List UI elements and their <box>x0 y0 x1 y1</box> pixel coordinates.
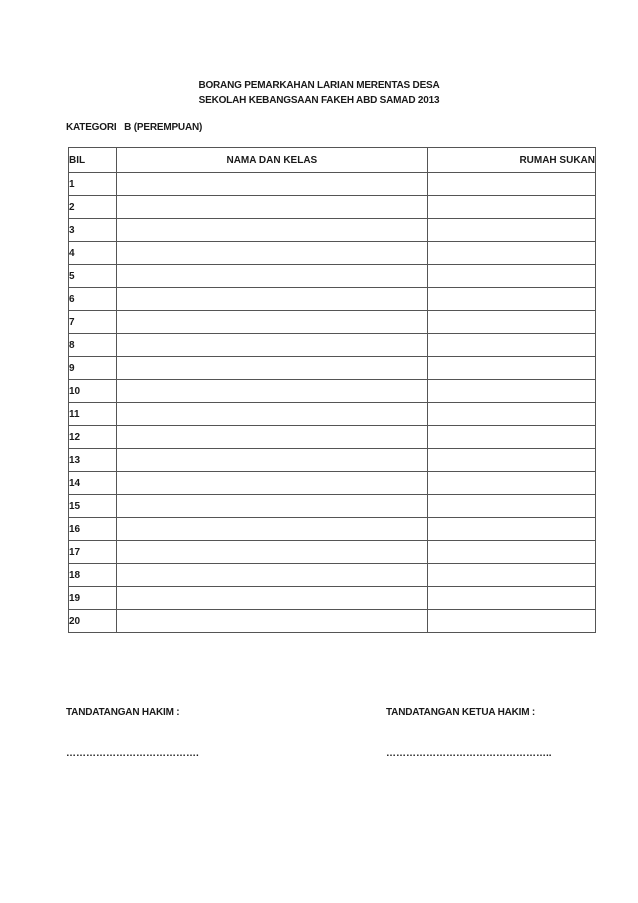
table-row <box>69 587 596 610</box>
row-number: 11 <box>69 403 117 426</box>
row-number: 18 <box>69 564 117 587</box>
sports-house-cell[interactable] <box>427 288 595 311</box>
name-class-cell[interactable] <box>117 403 428 426</box>
name-class-cell[interactable] <box>117 334 428 357</box>
table-row <box>69 334 596 357</box>
name-class-cell[interactable] <box>117 587 428 610</box>
chief-judge-signature-line[interactable]: ………………………………………….. <box>386 748 552 759</box>
table-row <box>69 518 596 541</box>
column-header-sports-house: RUMAH SUKAN <box>427 148 595 173</box>
sports-house-cell[interactable] <box>427 541 595 564</box>
scoring-table <box>68 147 596 633</box>
row-number: 19 <box>69 587 117 610</box>
sports-house-cell[interactable] <box>427 426 595 449</box>
name-class-cell[interactable] <box>117 564 428 587</box>
table-row <box>69 541 596 564</box>
name-class-cell[interactable] <box>117 242 428 265</box>
name-class-cell[interactable] <box>117 311 428 334</box>
sports-house-cell[interactable] <box>427 242 595 265</box>
row-number: 7 <box>69 311 117 334</box>
judge-signature-line[interactable]: …………………………………. <box>66 748 199 759</box>
name-class-cell[interactable] <box>117 518 428 541</box>
table-row <box>69 173 596 196</box>
sports-house-cell[interactable] <box>427 564 595 587</box>
column-header-bil: BIL <box>69 148 117 173</box>
name-class-cell[interactable] <box>117 380 428 403</box>
chief-judge-signature-label: TANDATANGAN KETUA HAKIM : <box>386 707 536 718</box>
sports-house-cell[interactable] <box>427 403 595 426</box>
sports-house-cell[interactable] <box>427 196 595 219</box>
row-number: 20 <box>69 610 117 633</box>
name-class-cell[interactable] <box>117 541 428 564</box>
row-number: 10 <box>69 380 117 403</box>
sports-house-cell[interactable] <box>427 610 595 633</box>
sports-house-cell[interactable] <box>427 357 595 380</box>
table-row <box>69 288 596 311</box>
row-number: 4 <box>69 242 117 265</box>
row-number: 15 <box>69 495 117 518</box>
sports-house-cell[interactable] <box>427 265 595 288</box>
row-number: 16 <box>69 518 117 541</box>
row-number: 14 <box>69 472 117 495</box>
row-number: 13 <box>69 449 117 472</box>
sports-house-cell[interactable] <box>427 472 595 495</box>
row-number: 12 <box>69 426 117 449</box>
table-row <box>69 380 596 403</box>
table-row <box>69 472 596 495</box>
name-class-cell[interactable] <box>117 495 428 518</box>
table-row <box>69 564 596 587</box>
name-class-cell[interactable] <box>117 472 428 495</box>
sports-house-cell[interactable] <box>427 334 595 357</box>
name-class-cell[interactable] <box>117 426 428 449</box>
sports-house-cell[interactable] <box>427 449 595 472</box>
sports-house-cell[interactable] <box>427 219 595 242</box>
form-title-line2: SEKOLAH KEBANGSAAN FAKEH ABD SAMAD 2013 <box>198 95 440 106</box>
table-header-row <box>69 148 596 173</box>
form-title-line1: BORANG PEMARKAHAN LARIAN MERENTAS DESA <box>198 80 440 91</box>
judge-signature-label: TANDATANGAN HAKIM : <box>66 707 180 718</box>
row-number: 17 <box>69 541 117 564</box>
name-class-cell[interactable] <box>117 265 428 288</box>
row-number: 3 <box>69 219 117 242</box>
table-row <box>69 403 596 426</box>
name-class-cell[interactable] <box>117 610 428 633</box>
name-class-cell[interactable] <box>117 173 428 196</box>
category-label: KATEGORI B (PEREMPUAN) <box>66 122 203 133</box>
table-row <box>69 449 596 472</box>
row-number: 5 <box>69 265 117 288</box>
table-row <box>69 495 596 518</box>
column-header-name-class: NAMA DAN KELAS <box>117 148 428 173</box>
row-number: 8 <box>69 334 117 357</box>
row-number: 2 <box>69 196 117 219</box>
table-row <box>69 610 596 633</box>
sports-house-cell[interactable] <box>427 587 595 610</box>
table-row <box>69 265 596 288</box>
sports-house-cell[interactable] <box>427 518 595 541</box>
table-row <box>69 357 596 380</box>
row-number: 6 <box>69 288 117 311</box>
sports-house-cell[interactable] <box>427 311 595 334</box>
name-class-cell[interactable] <box>117 449 428 472</box>
sports-house-cell[interactable] <box>427 495 595 518</box>
table-row <box>69 196 596 219</box>
row-number: 9 <box>69 357 117 380</box>
sports-house-cell[interactable] <box>427 173 595 196</box>
table-row <box>69 426 596 449</box>
table-row <box>69 311 596 334</box>
sports-house-cell[interactable] <box>427 380 595 403</box>
table-row <box>69 242 596 265</box>
row-number: 1 <box>69 173 117 196</box>
table-row <box>69 219 596 242</box>
name-class-cell[interactable] <box>117 219 428 242</box>
name-class-cell[interactable] <box>117 357 428 380</box>
name-class-cell[interactable] <box>117 288 428 311</box>
name-class-cell[interactable] <box>117 196 428 219</box>
